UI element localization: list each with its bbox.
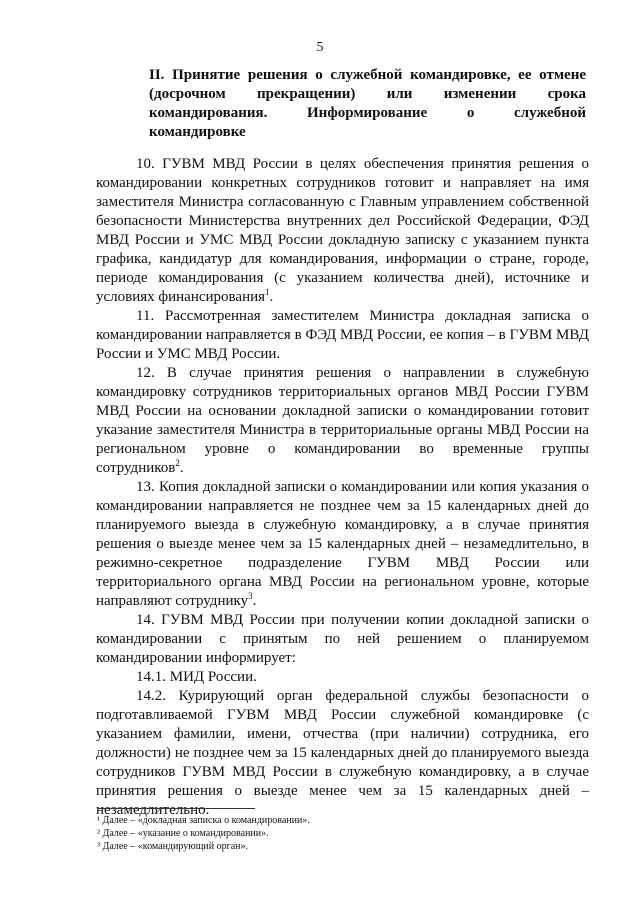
paragraph-text: 14.2. Курирующий орган федеральной службы безопасности о подготавливаемой ГУВМ МВД России служебной командировке (с указанием фамилии, имени, отчества (при наличии) сотрудника, его должности) не позднее чем за 15 календарных дней до планируемого выезда сотрудников ГУВМ МВД России в служебную командировку, а в случае принятия решения о выезде менее чем за 15 календарных дней – незамедлительно. bbox=[96, 688, 589, 818]
footnote-divider bbox=[97, 808, 255, 809]
paragraph-text: 14. ГУВМ МВД России при получении копии докладной записки о командировании с принятым по ней решением о планируемом командировании информирует: bbox=[96, 612, 589, 666]
paragraph-text: 11. Рассмотренная заместителем Министра докладная записка о командировании направляется в ФЭД МВД России, ее копия – в ГУВМ МВД России и УМС МВД России. bbox=[96, 308, 589, 362]
paragraph-text: 12. В случае принятия решения о направлении в служебную командировку сотрудников территориальных органов МВД России ГУВМ МВД России на основании докладной записки о командировании готовит указание заместителя Министра в территориальные органы МВД России на региональном уровне о командировании во временные группы сотрудников bbox=[96, 365, 589, 476]
section-heading bbox=[149, 66, 586, 142]
heading-line: командирования. Информирование о служебной bbox=[149, 105, 586, 121]
heading-line: (досрочном прекращении) или изменении срока bbox=[149, 86, 586, 102]
paragraph-tail: . bbox=[252, 593, 257, 609]
paragraph-tail: . bbox=[269, 289, 274, 305]
paragraph-text: 13. Копия докладной записки о командировании или копия указания о командировании направляется не позднее чем за 15 календарных дней до планируемого выезда в служебную командировку, а в случае принятия решения о выезде менее чем за 15 календарных дней – незамедлительно, в режимно-секретное подразделение ГУВМ МВД России или территориального органа МВД России на региональном уровне, которые направляют сотруднику bbox=[96, 479, 589, 609]
paragraph-11 bbox=[96, 307, 589, 364]
footnote-3: ³ Далее – «командирующий орган». bbox=[97, 841, 248, 852]
paragraph-text: 14.1. МИД России. bbox=[136, 669, 257, 685]
paragraph-14-2 bbox=[96, 687, 589, 820]
document-body bbox=[96, 155, 589, 820]
footnote-2: ² Далее – «указание о командировании». bbox=[97, 828, 269, 839]
paragraph-tail: . bbox=[179, 460, 184, 476]
footnote-ref: 3 bbox=[248, 591, 253, 601]
footnote-ref: 1 bbox=[265, 287, 270, 297]
paragraph-text: 10. ГУВМ МВД России в целях обеспечения принятия решения о командировании конкретных сотрудников готовит и направляет на имя заместителя Министра согласованную с Главным управлением собственной безопасности Министерства внутренних дел Российской Федерации, ФЭД МВД России и УМС МВД России докладную записку с указанием пункта графика, кандидатур для командирования, информации о стране, городе, периоде командирования (с указанием количества дней), источнике и условиях финансирования bbox=[96, 156, 589, 305]
paragraph-10 bbox=[96, 155, 589, 307]
page-number: 5 bbox=[316, 40, 324, 55]
paragraph-14 bbox=[96, 611, 589, 668]
heading-line: командировке bbox=[149, 124, 246, 140]
paragraph-12 bbox=[96, 364, 589, 478]
paragraph-13 bbox=[96, 478, 589, 611]
footnote-1: ¹ Далее – «докладная записка о командировании». bbox=[97, 815, 310, 826]
footnotes bbox=[97, 814, 310, 853]
paragraph-14-1 bbox=[96, 668, 589, 687]
footnote-ref: 2 bbox=[175, 458, 180, 468]
heading-line: II. Принятие решения о служебной командировке, ее отмене bbox=[149, 67, 586, 83]
